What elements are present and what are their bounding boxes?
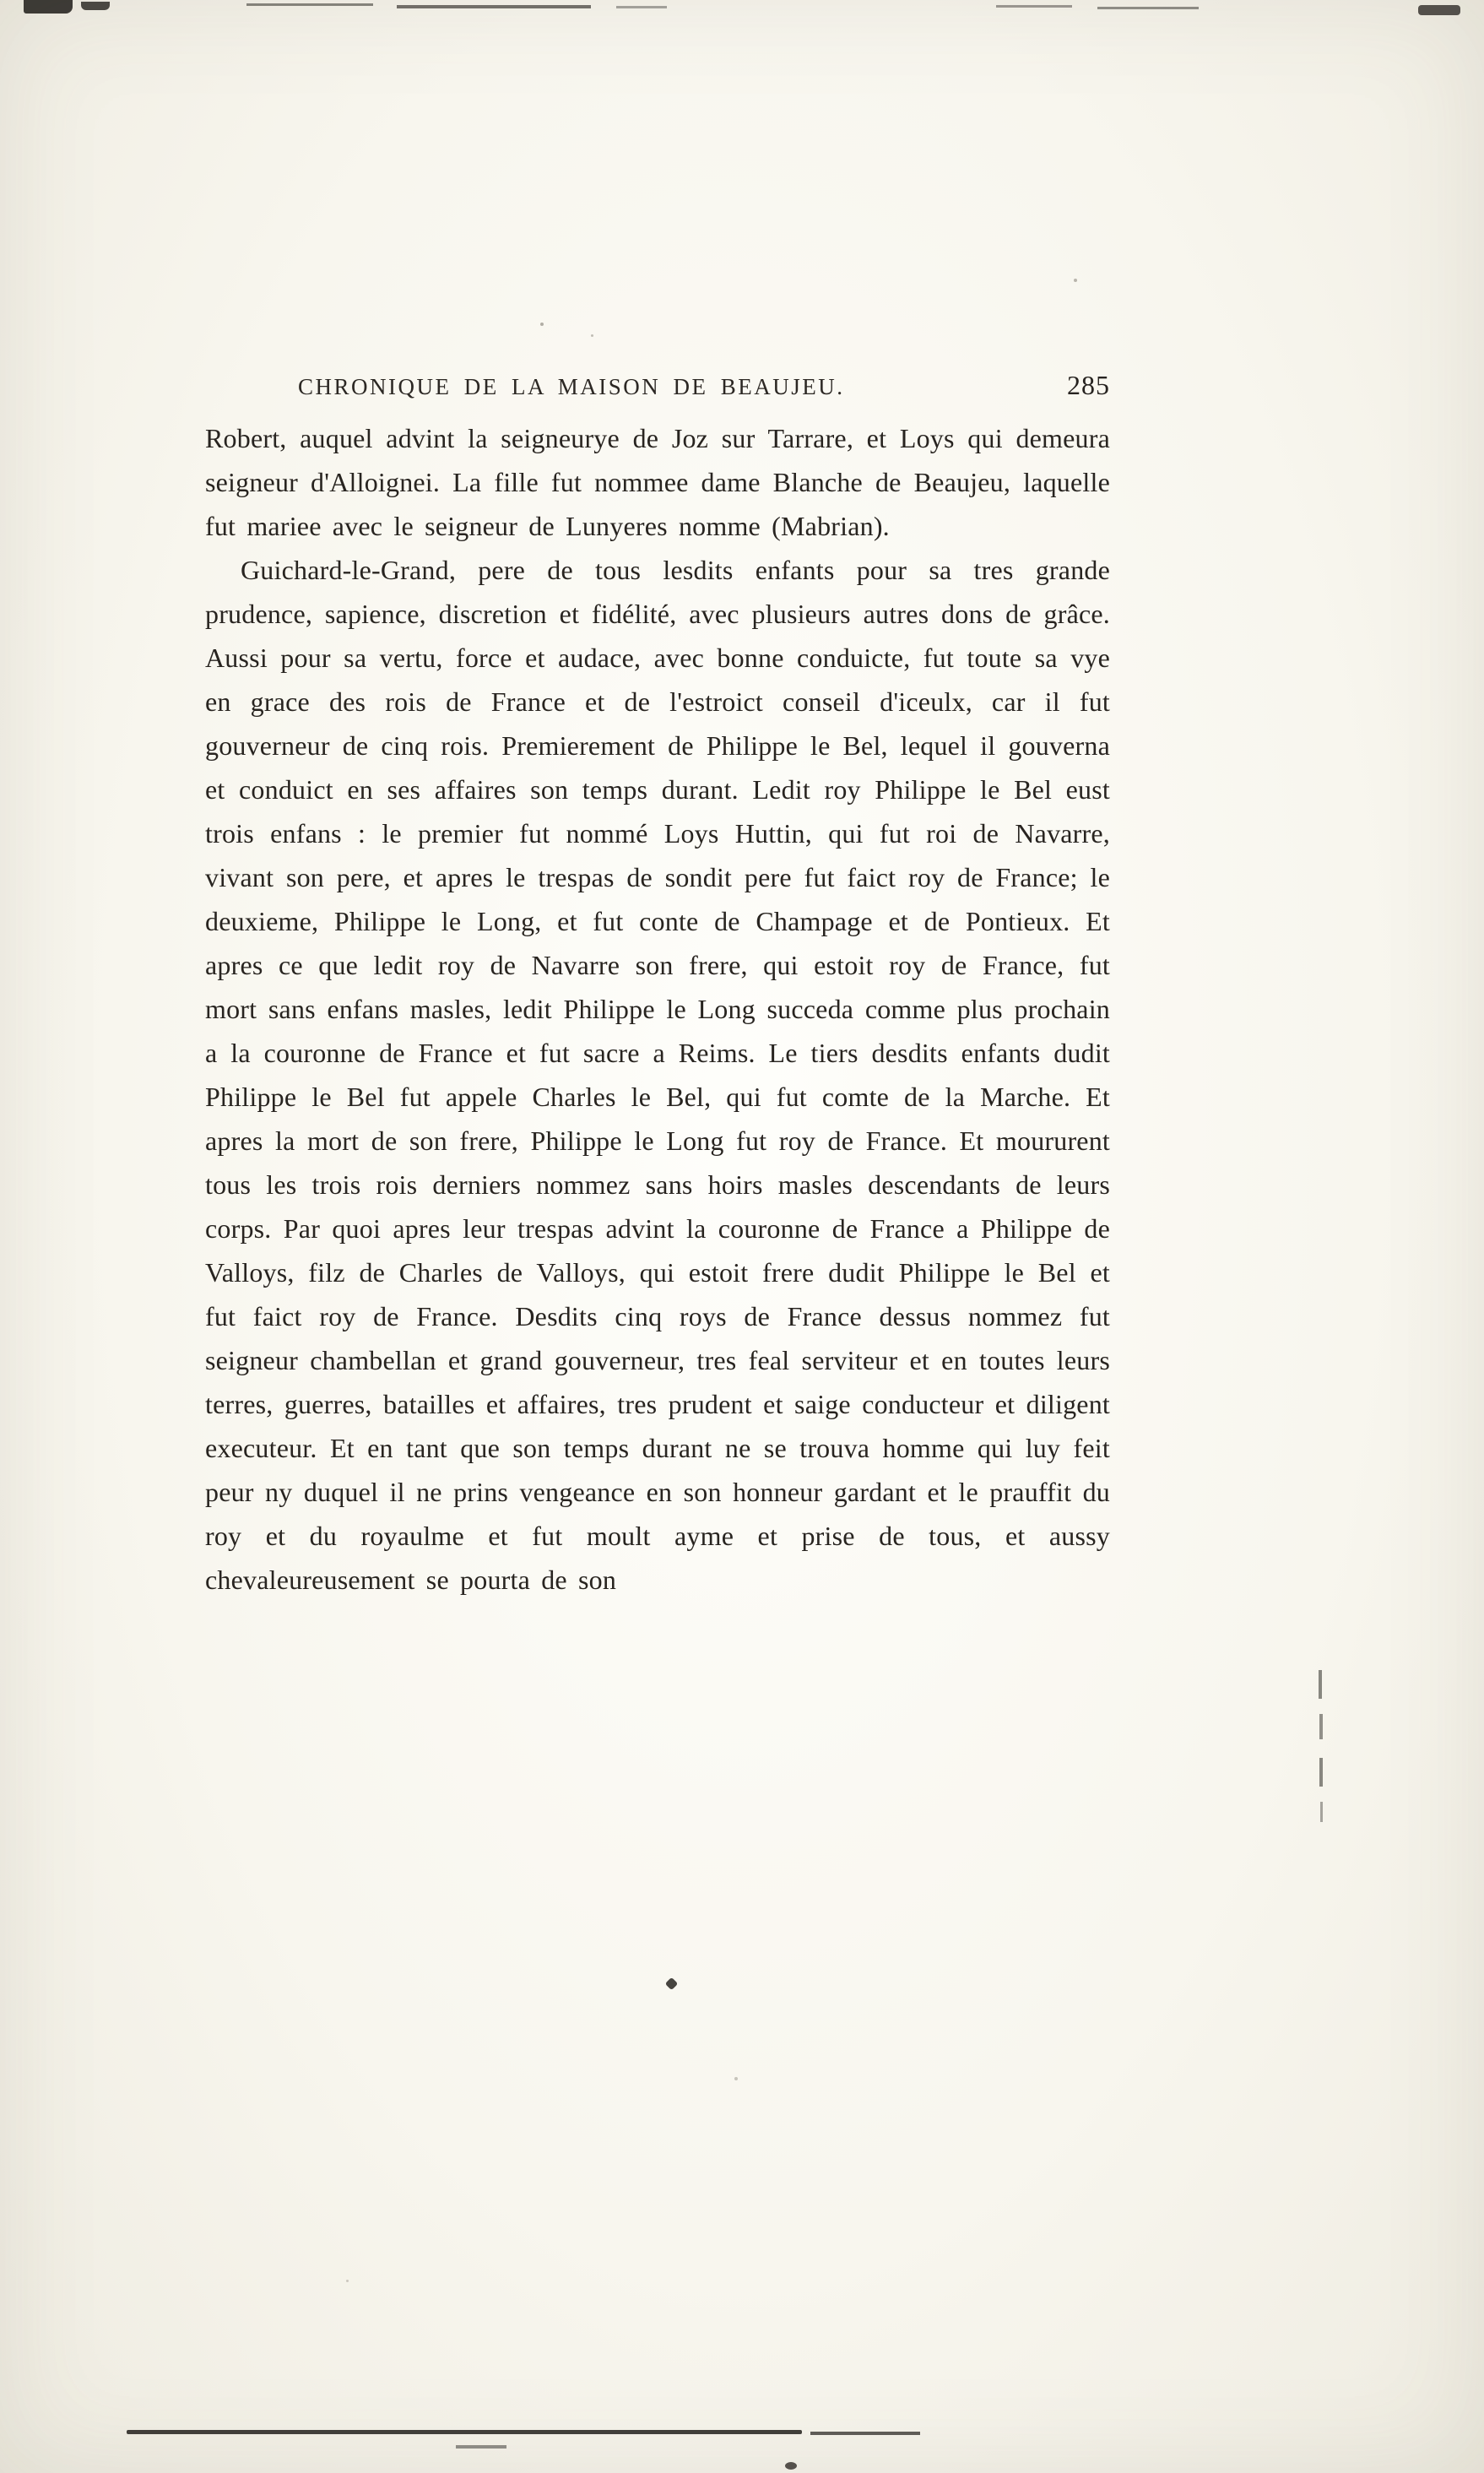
scan-artifact-top-dash <box>996 5 1072 8</box>
scan-artifact-top-dash <box>1097 7 1199 9</box>
paragraph-continuation: Robert, auquel advint la seigneurye de Joz sur Tarrare, et Loys qui demeura seigneur d'Alloignei. La fille fut nommee dame Blanche de Beaujeu, laquelle fut mariee avec le seigneur de Lunyeres nomme (Mabrian). <box>205 423 1110 541</box>
scan-artifact-top-right <box>1418 5 1460 15</box>
scan-artifact-top-left <box>24 0 73 14</box>
scan-artifact-top-dash <box>616 6 667 8</box>
paper-speck <box>734 2077 738 2080</box>
paper-speck <box>540 323 544 326</box>
running-head <box>205 370 1110 401</box>
body-text <box>205 416 1110 1602</box>
scan-artifact-right-tick <box>1319 1670 1322 1699</box>
page-number: 285 <box>1067 370 1110 400</box>
paper-speck <box>1074 279 1077 282</box>
scan-artifact-right-tick <box>1319 1758 1323 1787</box>
paper-speck <box>346 2280 349 2282</box>
scan-artifact-right-tick <box>1319 1714 1323 1739</box>
scan-artifact-top-left-small <box>81 2 110 10</box>
scan-artifact-top-dash <box>397 5 591 8</box>
scan-artifact-bottom-rule <box>127 2430 802 2434</box>
scan-artifact-bottom-mark <box>456 2445 506 2449</box>
paper-speck <box>591 334 593 337</box>
paragraph-guichard: Guichard-le-Grand, pere de tous lesdits enfants pour sa tres grande prudence, sapience, discretion et fidélité, avec plusieurs autres dons de grâce. Aussi pour sa vertu, force et audace, avec bonne conduicte, fut toute sa vye en grace des rois de France et de l'estroict conseil d'iceulx, car il fut gouverneur de cinq rois. Premierement de Philippe le Bel, lequel il gouverna et conduict en ses affaires son temps durant. Ledit roy Philippe le Bel eust trois enfans : le premier fut nommé Loys Huttin, qui fut roi de Navarre, vivant son pere, et apres le trespas de sondit pere fut faict roy de France; le deuxieme, Philippe le Long, et fut conte de Champage et de Pontieux. Et apres ce que ledit roy de Navarre son frere, qui estoit roy de France, fut mort sans enfans masles, ledit Philippe le Long succeda comme plus prochain a la couronne de France et fut sacre a Reims. Le tiers desdits enfants dudit Philippe le Bel fut appele Charles le Bel, qui fut comte de la Marche. Et apres la mort de son frere, Philippe le Long fut roy de France. Et moururent tous les trois rois derniers nommez sans hoirs masles descendants de leurs corps. Par quoi apres leur trespas advint la couronne de France a Philippe de Valloys, filz de Charles de Valloys, qui estoit frere dudit Philippe le Bel et fut faict roy de France. Desdits cinq roys de France dessus nommez fut seigneur chambellan et grand gouverneur, tres feal serviteur et en toutes leurs terres, guerres, batailles et affaires, tres prudent et saige conducteur et diligent executeur. Et en tant que son temps durant ne se trouva homme qui luy feit peur ny duquel il ne prins vengeance en son honneur gardant et le prauffit du roy et du royaulme et fut moult ayme et prise de tous, et aussy chevaleureusement se pourta de son <box>205 555 1110 1595</box>
text-block <box>205 370 1110 1602</box>
scan-artifact-bottom-mark <box>785 2462 797 2470</box>
running-title: CHRONIQUE DE LA MAISON DE BEAUJEU. <box>298 374 845 399</box>
scan-artifact-ink-dot <box>665 1977 679 1991</box>
scan-artifact-top-dash <box>246 3 373 6</box>
scan-artifact-bottom-rule-segment <box>810 2432 920 2435</box>
scan-artifact-right-tick <box>1320 1802 1323 1822</box>
